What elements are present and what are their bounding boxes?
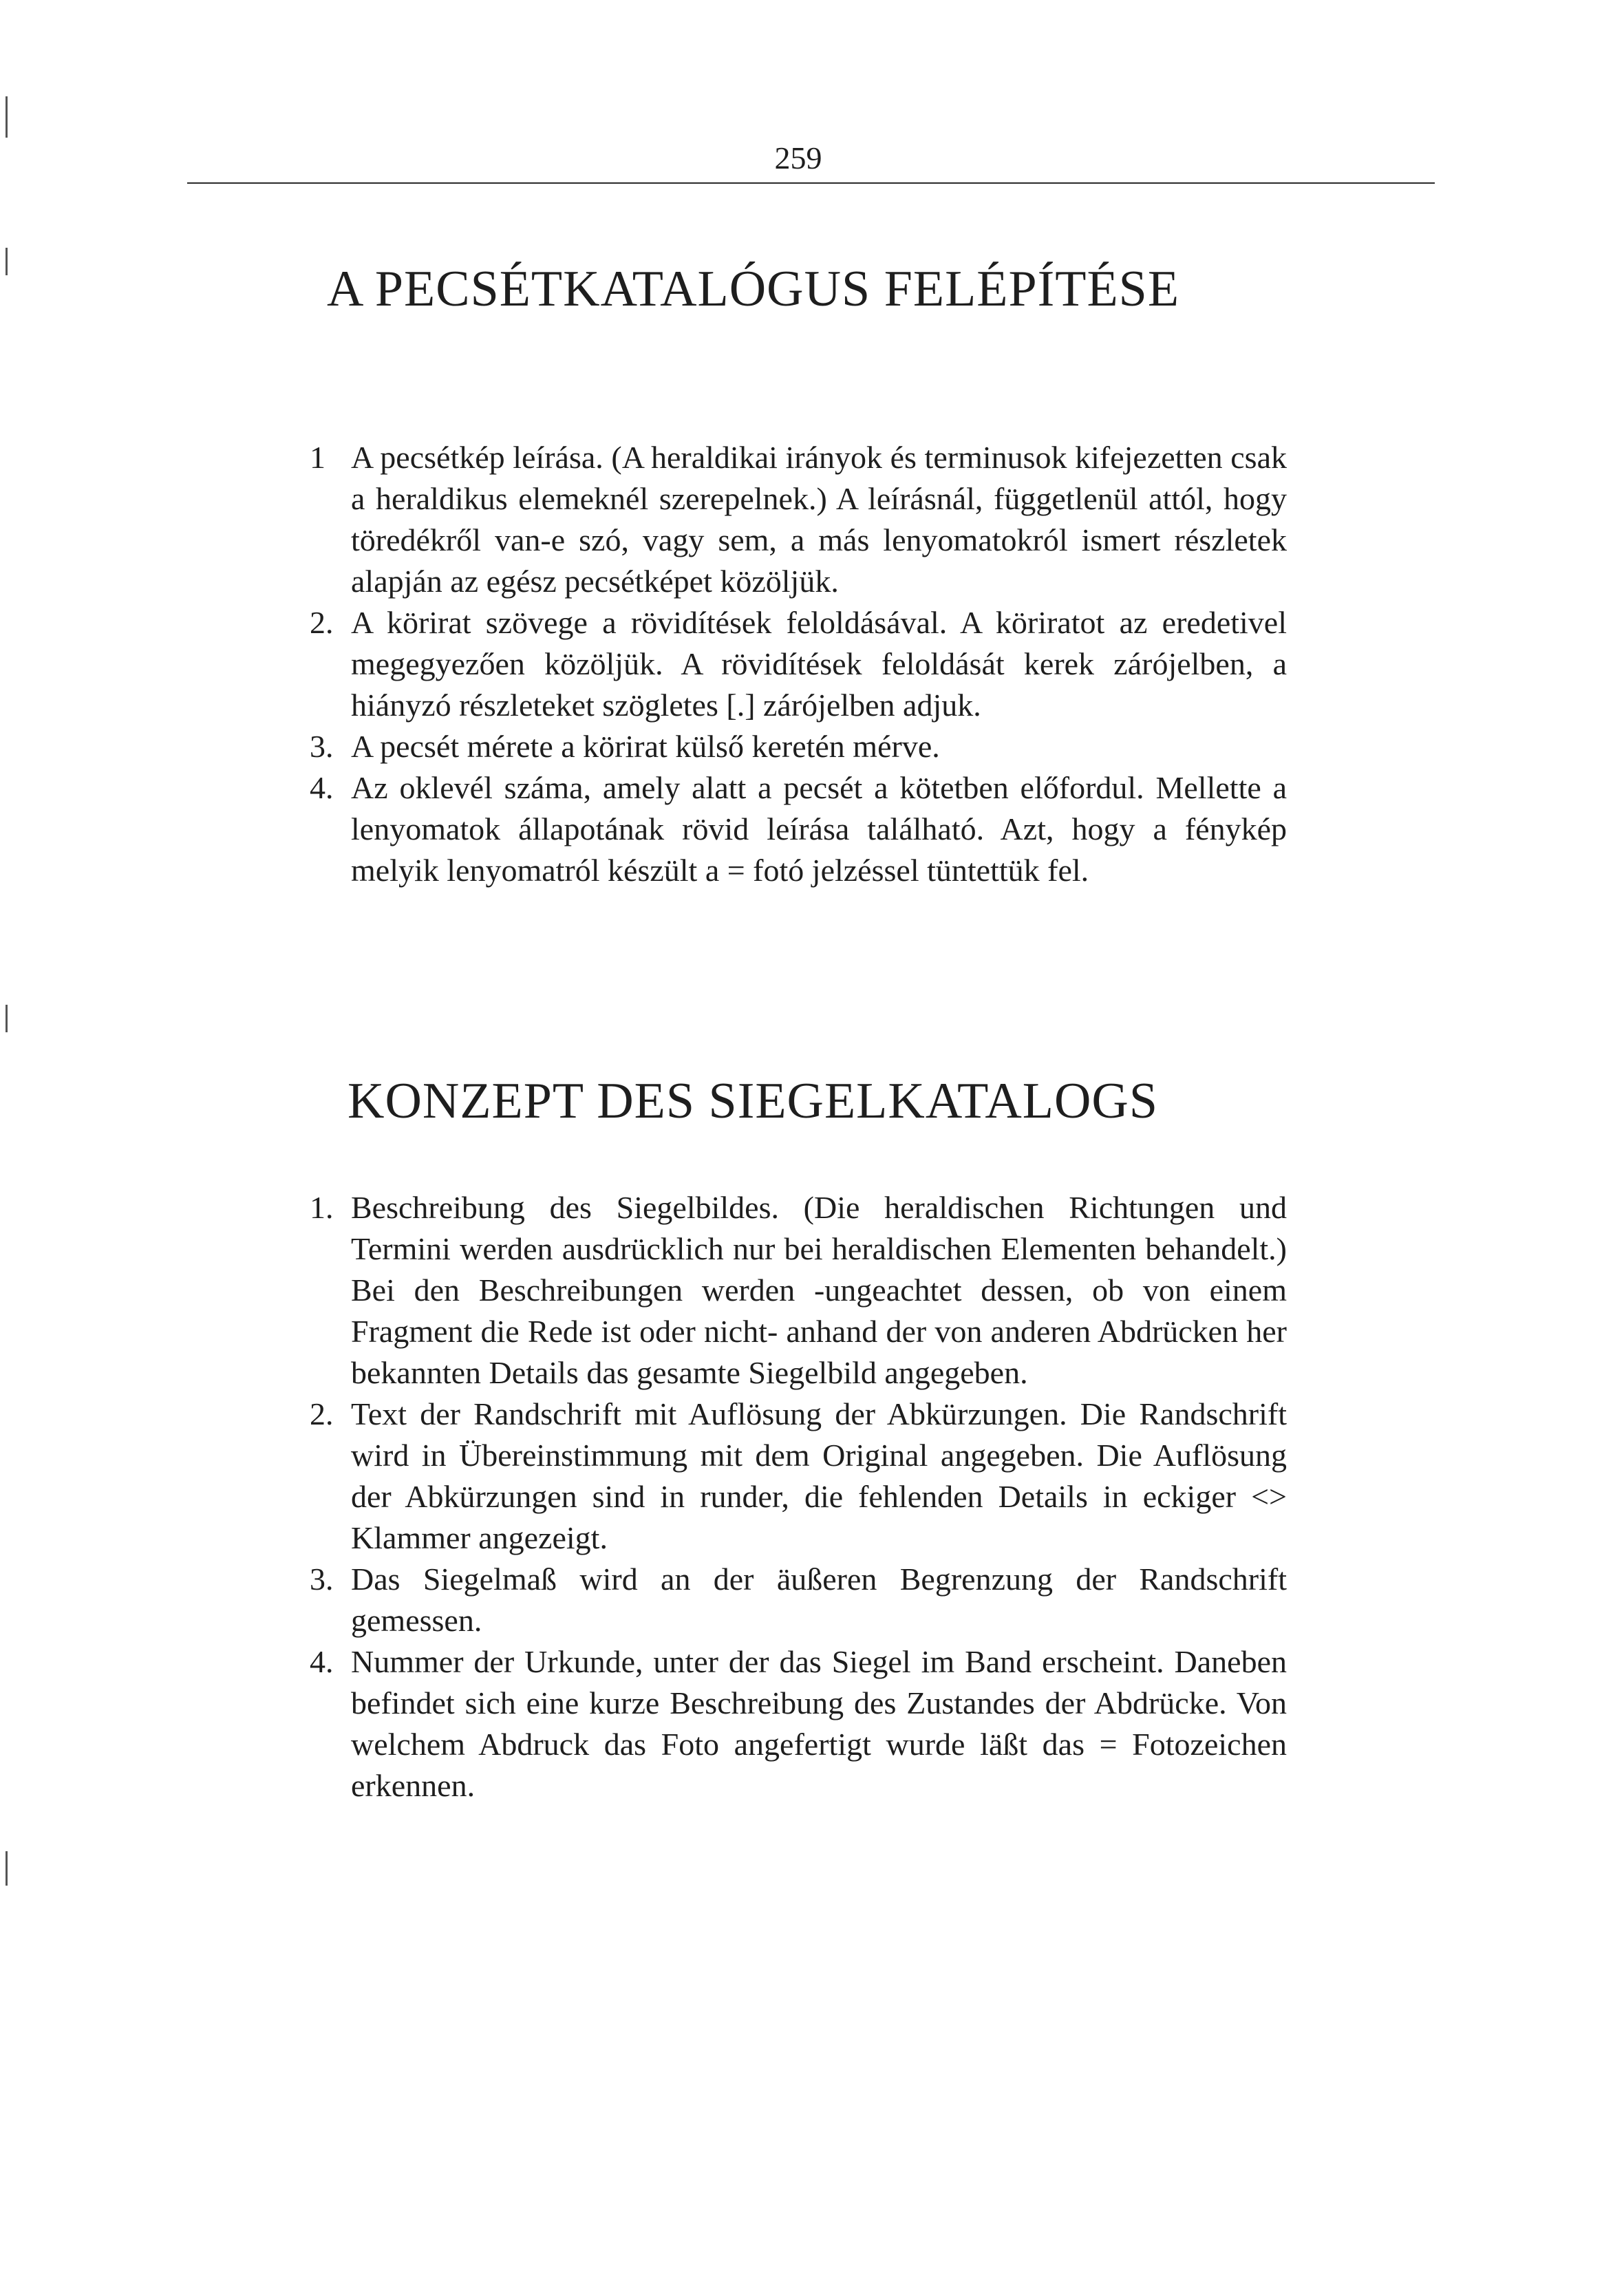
- item-text: Az oklevél száma, amely alatt a pecsét a kötetben előfordul. Mellette a lenyomatok állapotának rövid leírása található. Azt, hogy a fénykép melyik lenyomatról készült a = fotó jelzéssel tüntettük fel.: [351, 770, 1287, 888]
- item-number: 2.: [310, 605, 334, 640]
- header-rule: [187, 182, 1435, 184]
- item-text: Nummer der Urkunde, unter der das Siegel im Band erscheint. Daneben befindet sich eine kurze Beschreibung des Zustandes der Abdrücke. Von welchem Abdruck das Foto angefertigt wurde läßt das = Fotozeichen erkennen.: [351, 1644, 1287, 1803]
- item-text: A körirat szövege a rövidítések feloldásával. A köriratot az eredetivel megegyezően közöljük. A rövidítések feloldását kerek zárójelben, a hiányzó részleteket szögletes [.] zárójelben adjuk.: [351, 605, 1287, 723]
- list-item: [310, 1559, 1287, 1641]
- scan-edge-mark: [6, 96, 8, 138]
- item-text: Text der Randschrift mit Auflösung der Abkürzungen. Die Randschrift wird in Übereinstimmung mit dem Original angegeben. Die Auflösung der Abkürzungen sind in runder, die fehlenden Details in eckiger <> Klammer angezeigt.: [351, 1396, 1287, 1555]
- page-number: 259: [774, 140, 822, 175]
- item-text: A pecsét mérete a körirat külső keretén mérve.: [351, 729, 940, 764]
- item-number: 1.: [310, 1190, 334, 1225]
- item-number: 2.: [310, 1396, 334, 1431]
- item-text: A pecsétkép leírása. (A heraldikai irányok és terminusok kifejezetten csak a heraldikus elemeknél szerepelnek.) A leírásnál, függetlenül attól, hogy töredékről van-e szó, vagy sem, a más lenyomatokról ismert részletek alapján az egész pecsétképet közöljük.: [351, 440, 1287, 599]
- scan-edge-mark: [6, 1005, 8, 1032]
- list-item: [310, 767, 1287, 891]
- section-title-hungarian: A PECSÉTKATALÓGUS FELÉPÍTÉSE: [327, 261, 1180, 317]
- list-item: [310, 1394, 1287, 1559]
- german-item-list: [310, 1187, 1287, 1806]
- item-number: 3.: [310, 729, 334, 764]
- list-item: [310, 602, 1287, 726]
- item-number: 4.: [310, 770, 334, 805]
- item-text: Das Siegelmaß wird an der äußeren Begrenzung der Randschrift gemessen.: [351, 1561, 1287, 1638]
- item-number: 4.: [310, 1644, 334, 1679]
- item-text: Beschreibung des Siegelbildes. (Die heraldischen Richtungen und Termini werden ausdrücklich nur bei heraldischen Elementen behandelt.) Bei den Beschreibungen werden -ungeachtet dessen, ob von einem Fragment die Rede ist oder nicht- anhand der von anderen Abdrücken her bekannten Details das gesamte Siegelbild angegeben.: [351, 1190, 1287, 1390]
- list-item: [310, 1641, 1287, 1806]
- scan-edge-mark: [6, 1851, 8, 1886]
- list-item: [310, 1187, 1287, 1394]
- hungarian-item-list: [310, 437, 1287, 891]
- item-number: 1: [310, 440, 325, 475]
- list-item: [310, 726, 1287, 767]
- item-number: 3.: [310, 1561, 334, 1597]
- section-title-german: KONZEPT DES SIEGELKATALOGS: [348, 1073, 1159, 1129]
- scan-edge-mark: [6, 248, 8, 275]
- list-item: [310, 437, 1287, 602]
